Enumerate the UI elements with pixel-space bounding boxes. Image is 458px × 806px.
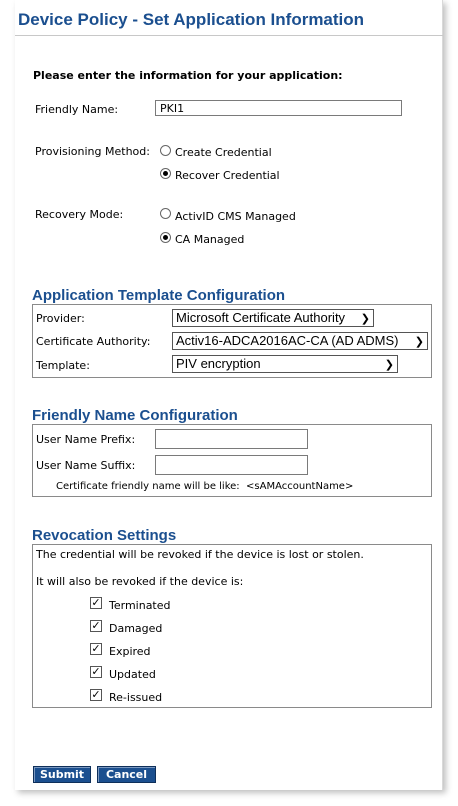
certificate-authority-select[interactable] — [172, 332, 428, 350]
provider-select-value: Microsoft Certificate Authority — [176, 310, 346, 325]
checkbox-damaged-label: Damaged — [109, 622, 163, 635]
revocation-section-title: Revocation Settings — [32, 527, 177, 544]
checkbox-reissued-label: Re-issued — [109, 691, 163, 704]
friendly-config-section-title: Friendly Name Configuration — [32, 407, 238, 424]
page-title: Device Policy - Set Application Information — [18, 10, 365, 29]
user-name-prefix-label: User Name Prefix: — [36, 433, 136, 446]
revocation-text-lost: The credential will be revoked if the device is lost or stolen. — [36, 548, 364, 561]
certificate-authority-label: Certificate Authority: — [36, 335, 151, 348]
checkbox-damaged[interactable]: ✓ — [91, 619, 101, 632]
cancel-button[interactable]: Cancel — [97, 766, 156, 783]
certificate-authority-select-value: Activ16-ADCA2016AC-CA (AD ADMS) — [176, 333, 399, 348]
title-divider — [15, 35, 443, 36]
radio-create-credential-label: Create Credential — [175, 146, 272, 159]
radio-ca-managed-label: CA Managed — [175, 233, 245, 246]
template-label: Template: — [36, 359, 90, 372]
radio-activid-cms-managed[interactable] — [160, 208, 171, 219]
user-name-suffix-label: User Name Suffix: — [36, 459, 136, 472]
radio-create-credential[interactable] — [160, 145, 171, 156]
friendly-name-input[interactable] — [155, 100, 402, 116]
template-select[interactable] — [172, 355, 398, 373]
submit-button[interactable]: Submit — [33, 766, 91, 783]
checkbox-terminated[interactable]: ✓ — [91, 596, 101, 609]
friendly-name-label: Friendly Name: — [35, 103, 119, 116]
checkbox-updated-label: Updated — [109, 668, 156, 681]
user-name-suffix-input[interactable] — [155, 455, 308, 475]
provider-select[interactable] — [172, 309, 374, 327]
template-select-value: PIV encryption — [176, 356, 261, 371]
checkbox-reissued[interactable]: ✓ — [91, 688, 101, 701]
provider-label: Provider: — [36, 312, 85, 325]
checkbox-expired[interactable]: ✓ — [91, 642, 101, 655]
intro-text: Please enter the information for your application: — [33, 69, 343, 82]
radio-activid-cms-managed-label: ActivID CMS Managed — [175, 210, 296, 223]
radio-recover-credential-label: Recover Credential — [175, 169, 280, 182]
provisioning-method-label: Provisioning Method: — [35, 145, 150, 158]
chevron-down-icon: ❯ — [384, 359, 394, 371]
recovery-mode-label: Recovery Mode: — [35, 208, 124, 221]
app-template-section-title: Application Template Configuration — [32, 287, 286, 304]
checkbox-updated[interactable]: ✓ — [91, 665, 101, 678]
radio-ca-managed[interactable] — [160, 232, 171, 243]
user-name-prefix-input[interactable] — [155, 429, 308, 449]
revocation-text-also: It will also be revoked if the device is: — [36, 575, 244, 588]
chevron-down-icon: ❯ — [360, 313, 370, 325]
checkbox-terminated-label: Terminated — [109, 599, 171, 612]
radio-recover-credential[interactable] — [160, 168, 171, 179]
friendly-name-hint: Certificate friendly name will be like: <sAMAccountName> — [56, 481, 354, 492]
checkbox-expired-label: Expired — [109, 645, 151, 658]
chevron-down-icon: ❯ — [414, 336, 424, 348]
